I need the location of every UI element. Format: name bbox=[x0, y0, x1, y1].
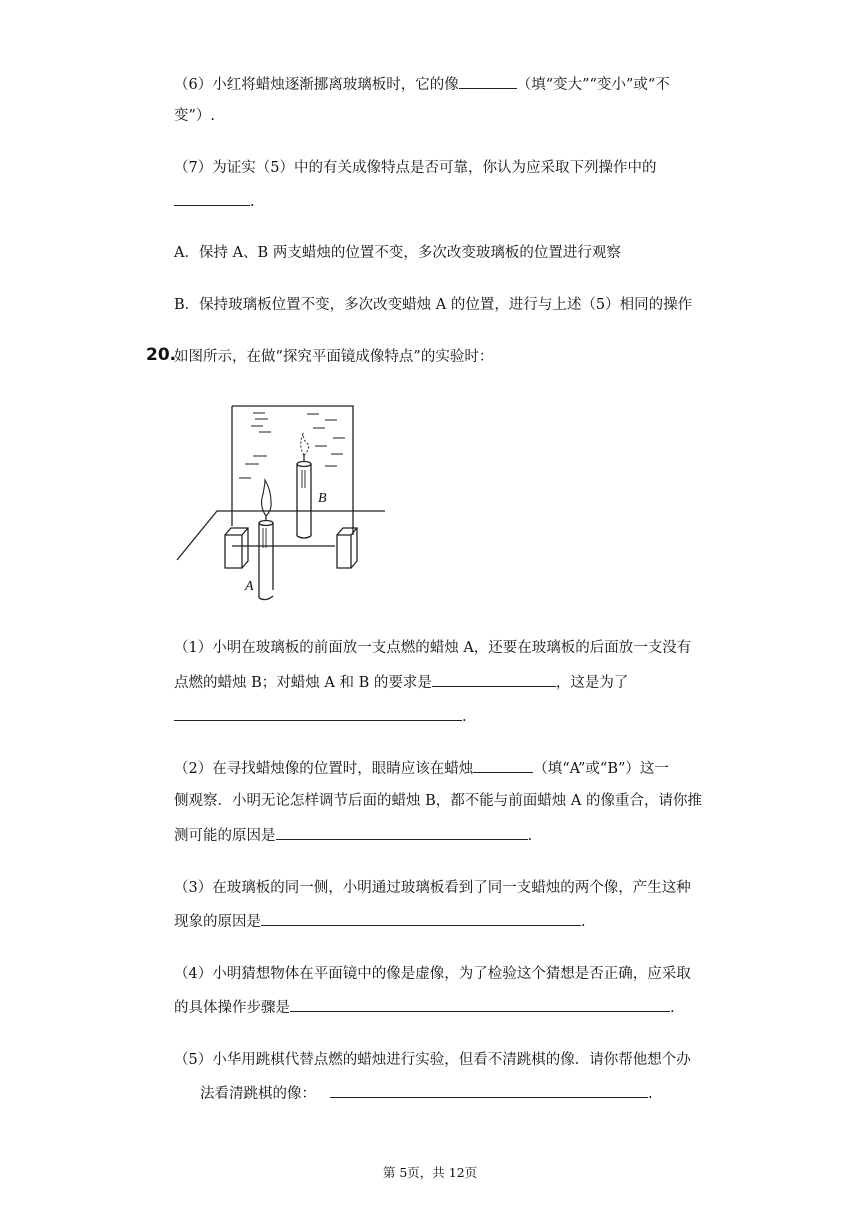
label-a: A bbox=[245, 579, 254, 594]
q20-p2-line1 bbox=[174, 758, 669, 779]
q20-p1-line2 bbox=[174, 672, 628, 693]
answer-blank bbox=[276, 825, 528, 840]
answer-blank bbox=[261, 911, 581, 926]
q20-p2-line2: 侧观察．小明无论怎样调节后面的蜡烛 B，都不能与前面蜡烛 A 的像重合，请你推 bbox=[174, 793, 702, 809]
page-footer: 第 5页，共 12页 bbox=[382, 1165, 478, 1180]
q20-p3-line1: （3）在玻璃板的同一侧，小明通过玻璃板看到了同一支蜡烛的两个像，产生这种 bbox=[174, 880, 691, 896]
label-b: B bbox=[318, 491, 327, 506]
text: . bbox=[670, 1000, 675, 1016]
answer-blank bbox=[174, 706, 462, 721]
answer-blank bbox=[174, 191, 250, 206]
q20-p2-line3 bbox=[174, 825, 532, 846]
q20-p4-line1: （4）小明猜想物体在平面镜中的像是虚像，为了检验这个猜想是否正确，应采取 bbox=[174, 966, 691, 982]
text: 法看清跳棋的像： bbox=[200, 1086, 316, 1102]
text: 测可能的原因是 bbox=[174, 828, 276, 844]
q19-item7-line2 bbox=[174, 191, 255, 212]
text: 现象的原因是 bbox=[174, 914, 261, 930]
text: （填“A”或“B”）这一 bbox=[533, 761, 669, 777]
text: 点燃的蜡烛 B；对蜡烛 A 和 B 的要求是 bbox=[174, 675, 432, 691]
text: （2）在寻找蜡烛像的位置时，眼睛应该在蜡烛 bbox=[174, 761, 474, 777]
answer-blank bbox=[290, 997, 670, 1012]
q20-p4-line2 bbox=[174, 997, 675, 1018]
q20-p1-line3 bbox=[174, 706, 467, 727]
text: . bbox=[581, 914, 586, 930]
q19-item7-line1: （7）为证实（5）中的有关成像特点是否可靠，你认为应采取下列操作中的 bbox=[174, 160, 657, 176]
q20-stem: 如图所示，在做“探究平面镜成像特点”的实验时： bbox=[174, 349, 494, 365]
text: . bbox=[250, 194, 255, 210]
question-number: 20. bbox=[146, 345, 177, 365]
answer-blank bbox=[330, 1083, 648, 1098]
q19-option-b: B．保持玻璃板位置不变，多次改变蜡烛 A 的位置，进行与上述（5）相同的操作 bbox=[174, 297, 693, 313]
mirror-experiment-figure bbox=[175, 398, 395, 608]
text: （6）小红将蜡烛逐渐挪离玻璃板时，它的像 bbox=[174, 77, 459, 93]
q20-p3-line2 bbox=[174, 911, 586, 932]
text: . bbox=[648, 1086, 653, 1102]
text: 的具体操作步骤是 bbox=[174, 1000, 290, 1016]
q19-option-a: A．保持 A、B 两支蜡烛的位置不变，多次改变玻璃板的位置进行观察 bbox=[174, 245, 621, 261]
answer-blank bbox=[473, 758, 533, 773]
q20-p1-line1: （1）小明在玻璃板的前面放一支点燃的蜡烛 A，还要在玻璃板的后面放一支没有 bbox=[174, 640, 692, 656]
answer-blank bbox=[459, 74, 517, 89]
q20-p5-line1: （5）小华用跳棋代替点燃的蜡烛进行实验，但看不清跳棋的像．请你帮他想个办 bbox=[174, 1052, 691, 1068]
text: （填“变大”“变小”或“不 bbox=[516, 77, 670, 93]
q19-item6-line2: 变”）. bbox=[174, 108, 216, 124]
q19-item6-line1 bbox=[174, 74, 670, 95]
text: . bbox=[462, 709, 467, 725]
text: ，这是为了 bbox=[555, 675, 629, 691]
q20-p5-line2 bbox=[200, 1083, 653, 1104]
answer-blank bbox=[432, 672, 556, 687]
text: . bbox=[527, 828, 533, 844]
